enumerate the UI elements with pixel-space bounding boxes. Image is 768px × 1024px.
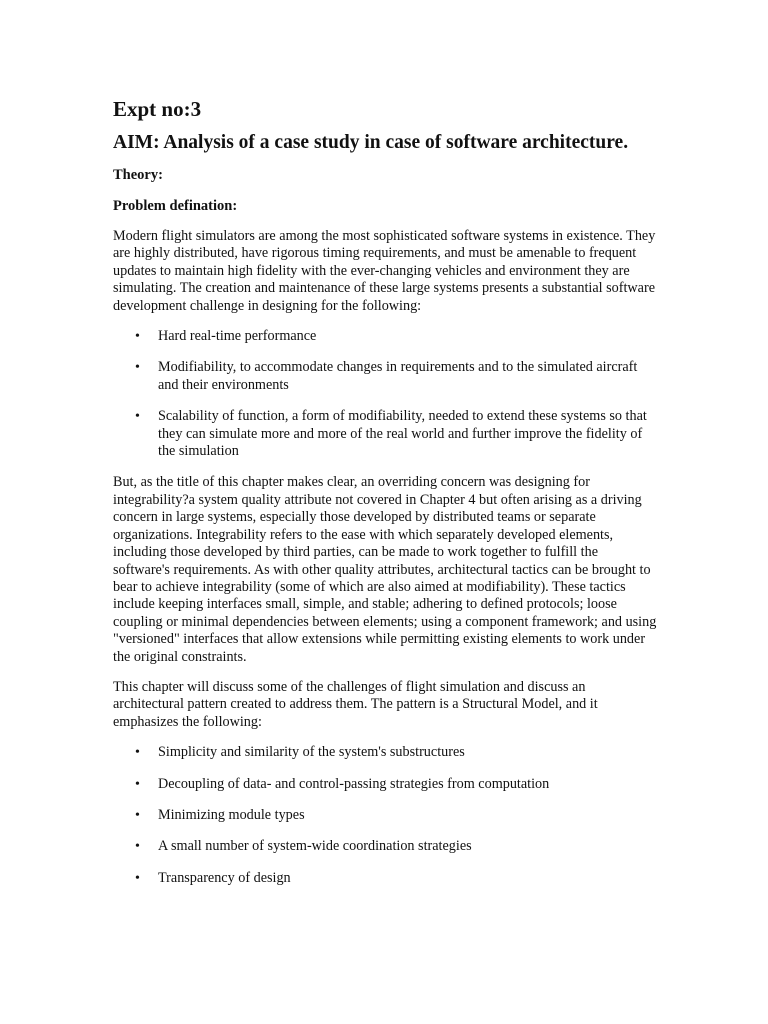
- problem-definition-heading: Problem defination:: [113, 198, 238, 214]
- list-item: [113, 807, 658, 824]
- bullet-icon: •: [135, 329, 140, 345]
- bullet-icon: •: [135, 839, 140, 855]
- bullet-icon: •: [135, 360, 140, 376]
- document-page: [113, 96, 658, 901]
- aim-heading: AIM: Analysis of a case study in case of software architecture.: [113, 132, 629, 153]
- list-item-text: Decoupling of data- and control-passing strategies from computation: [158, 775, 550, 792]
- bullet-icon: •: [135, 870, 140, 886]
- emphases-list: [113, 744, 658, 887]
- list-item-text: A small number of system-wide coordination strategies: [158, 838, 472, 855]
- list-item-text: Minimizing module types: [158, 806, 305, 823]
- list-item: [113, 744, 658, 761]
- list-item-text: Scalability of function, a form of modifiability, needed to extend these systems so that they can simulate more and more of the real world and further improve the fidelity of the simulation: [158, 408, 647, 460]
- list-item-text: Hard real-time performance: [158, 328, 317, 345]
- list-item: [113, 838, 658, 855]
- chapter-paragraph: This chapter will discuss some of the challenges of flight simulation and discuss an architectural pattern created to address them. The pattern is a Structural Model, and it emphasizes the following:: [113, 678, 598, 730]
- list-item-text: Transparency of design: [158, 869, 291, 886]
- list-item: [113, 328, 658, 345]
- bullet-icon: •: [135, 409, 140, 425]
- list-item: [113, 359, 658, 394]
- list-item: [113, 870, 658, 887]
- bullet-icon: •: [135, 745, 140, 761]
- list-item: [113, 408, 658, 460]
- bullet-icon: •: [135, 776, 140, 792]
- theory-heading: Theory:: [113, 167, 163, 183]
- list-item-text: Modifiability, to accommodate changes in requirements and to the simulated aircraft and their environments: [158, 359, 638, 393]
- bullet-icon: •: [135, 807, 140, 823]
- requirements-list: [113, 328, 658, 460]
- integrability-paragraph: But, as the title of this chapter makes clear, an overriding concern was designing for integrability?a system quality attribute not covered in Chapter 4 but often arising as a driving concern in large systems, especially those developed by distributed teams or separate organizations. Integrability refers to the ease with which separately developed elements, including those developed by third parties, can be made to work together to fulfill the software's requirements. As with other quality attributes, architectural tactics can be brought to bear to achieve integrability (some of which are also aimed at modifiability). These tactics include keeping interfaces small, simple, and stable; adhering to defined protocols; loose coupling or minimal dependencies between elements; using a component framework; and using "versioned" interfaces that allow extensions while permitting existing elements to work under the original constraints.: [113, 474, 657, 665]
- list-item-text: Simplicity and similarity of the system's substructures: [158, 744, 465, 761]
- intro-paragraph: Modern flight simulators are among the most sophisticated software systems in existence. They are highly distributed, have rigorous timing requirements, and must be amenable to frequent updates to maintain high fidelity with the ever-changing vehicles and environment they are simulating. The creation and maintenance of these large systems presents a substantial software development challenge in designing for the following:: [113, 228, 656, 314]
- experiment-number-title: Expt no:3: [113, 97, 202, 121]
- list-item: [113, 776, 658, 793]
